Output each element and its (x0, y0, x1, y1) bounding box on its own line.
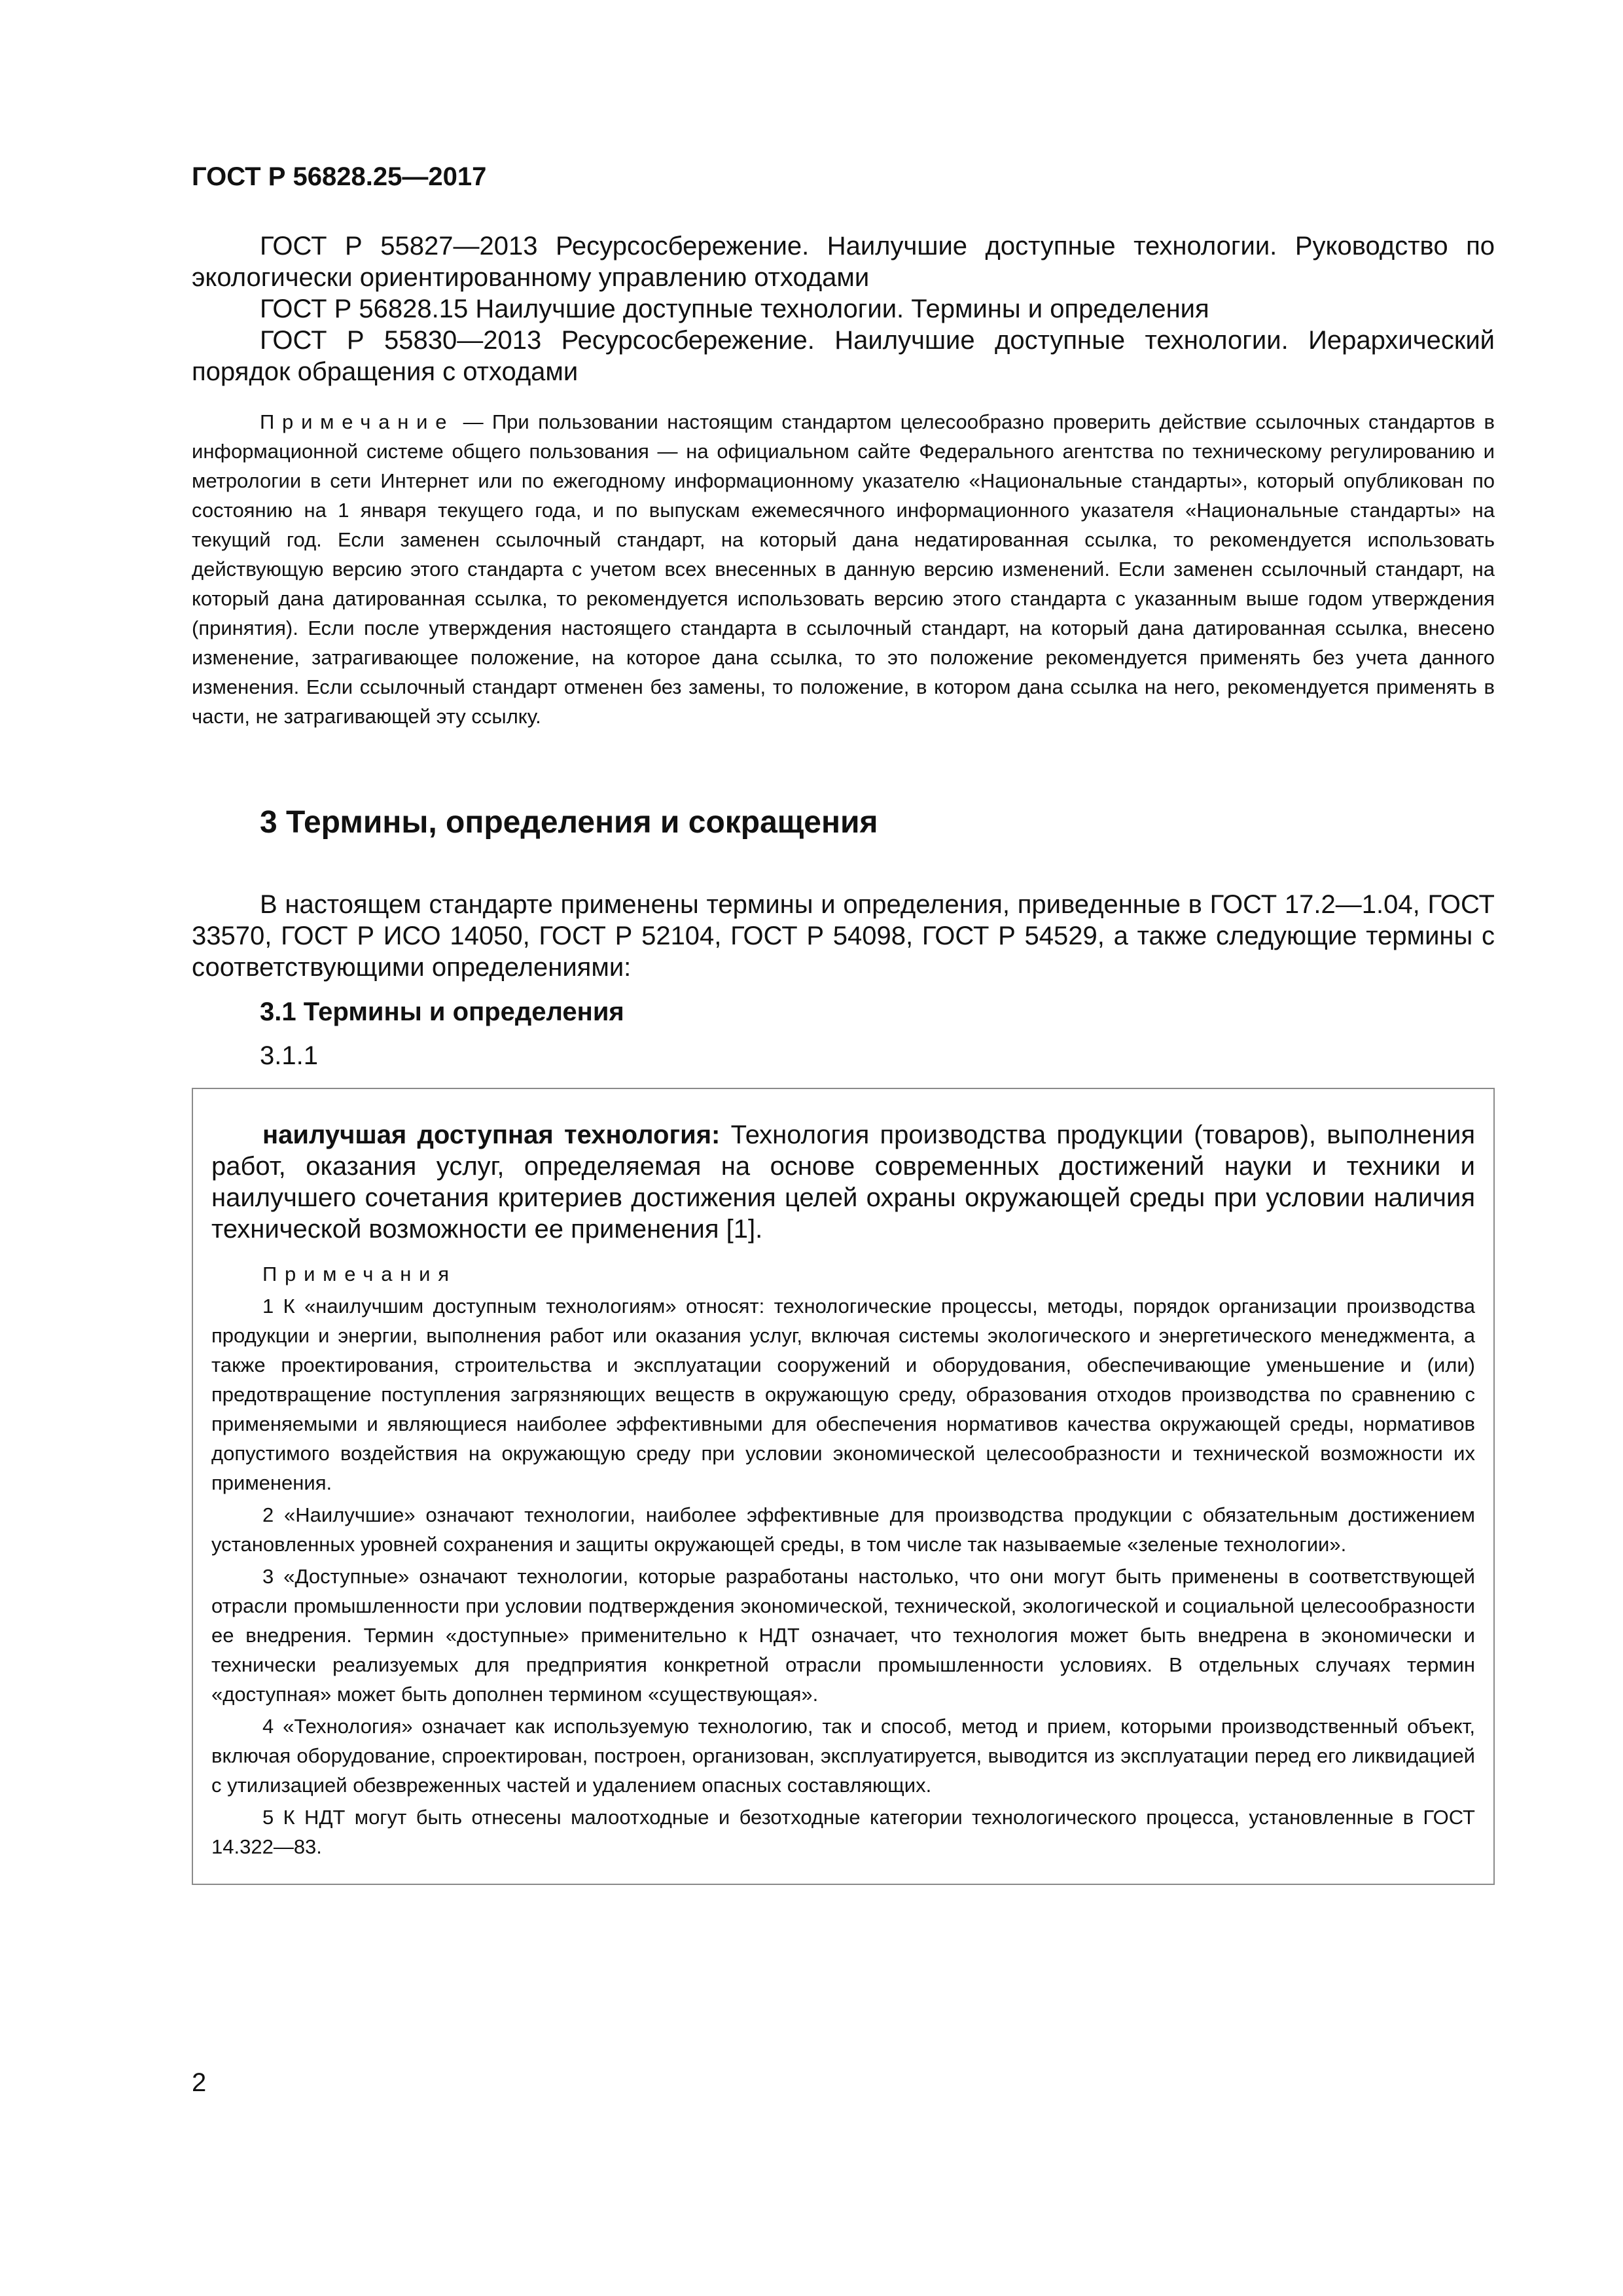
term-number: 3.1.1 (260, 1041, 318, 1070)
reference-list (192, 230, 1495, 387)
note-text: — При пользовании настоящим стандартом целесообразно проверить действие ссылочных стандартов в информационной системе общего пользования — на официальном сайте Федерального агентства по техническому регулированию и метрологии в сети Интернет или по ежегодному информационному указателю «Национальные стандарты», который опубликован по состоянию на 1 января текущего года, и по выпускам ежемесячного информационного указателя «Национальные стандарты» на текущий год. Если заменен ссылочный стандарт, на который дана недатированная ссылка, то рекомендуется использовать действующую версию этого стандарта с учетом всех внесенных в данную версию изменений. Если заменен ссылочный стандарт, на который дана датированная ссылка, то рекомендуется использовать версию этого стандарта с указанным выше годом утверждения (принятия). Если после утверждения настоящего стандарта в ссылочный стандарт, на который дана датированная ссылка, внесено изменение, затрагивающее положение, на которое дана ссылка, то это положение рекомендуется применять без учета данного изменения. Если ссылочный стандарт отменен без замены, то положение, в котором дана ссылка на него, рекомендуется применять в части, не затрагивающей эту ссылку. (192, 410, 1495, 728)
reference-item: ГОСТ Р 55827—2013 Ресурсосбережение. Наилучшие доступные технологии. Руководство по экологически ориентированному управлению отходами (192, 232, 1495, 292)
subsection-title: 3.1 Термины и определения (260, 997, 624, 1026)
term-note: 1 К «наилучшим доступным технологиям» относят: технологические процессы, методы, порядок организации производства продукции и энергии, выполнения работ или оказания услуг, включая системы экологического и энергетического менеджмента, а также проектирования, строительства и эксплуатации сооружений и оборудования, обеспечивающие уменьшение и (или) предотвращение поступления загрязняющих веществ в окружающую среду, образования отходов производства по сравнению с применяемыми и являющиеся наиболее эффективными для обеспечения нормативов качества окружающей среды, нормативов допустимого воздействия на окружающую среду при условии экономической целесообразности и технической возможности их применения. (211, 1295, 1475, 1494)
section-title: 3 Термины, определения и сокращения (260, 805, 878, 840)
document-header: ГОСТ Р 56828.25—2017 (192, 162, 487, 191)
term-note: 5 К НДТ могут быть отнесены малоотходные и безотходные категории технологического процесса, установленные в ГОСТ 14.322—83. (211, 1806, 1475, 1858)
term-definition-text: Технология производства продукции (товаров), выполнения работ, оказания услуг, определяемая на основе современных достижений науки и техники и наилучшего сочетания критериев достижения целей охраны окружающей среды при условии наличия технической возможности ее применения [1]. (211, 1121, 1475, 1244)
reference-item: ГОСТ Р 55830—2013 Ресурсосбережение. Наилучшие доступные технологии. Иерархический порядок обращения с отходами (192, 326, 1495, 386)
term-note: 4 «Технология» означает как используемую технологию, так и способ, метод и прием, которыми производственный объект, включая оборудование, спроектирован, построен, организован, эксплуатируется, выводится из эксплуатации перед его ликвидацией с утилизацией обезвреженных частей и удалением опасных составляющих. (211, 1715, 1475, 1797)
term-name: наилучшая доступная технология: (262, 1121, 721, 1149)
page-number: 2 (192, 2068, 207, 2097)
section-intro: В настоящем стандарте применены термины и определения, приведенные в ГОСТ 17.2—1.04, ГОСТ 33570, ГОСТ Р ИСО 14050, ГОСТ Р 52104, ГОСТ Р 54098, ГОСТ Р 54529, а также следующие термины с соответствующими определениями: (192, 890, 1495, 982)
term-note: 2 «Наилучшие» означают технологии, наиболее эффективные для производства продукции с обязательным достижением установленных уровней сохранения и защиты окружающей среды, в том числе так называемые «зеленые технологии». (211, 1503, 1475, 1556)
notes-heading: Примечания (262, 1263, 457, 1285)
reference-item: ГОСТ Р 56828.15 Наилучшие доступные технологии. Термины и определения (260, 295, 1209, 323)
references-note (192, 407, 1495, 731)
term-definition (211, 1119, 1475, 1245)
term-definition-box (192, 1088, 1495, 1885)
term-note: 3 «Доступные» означают технологии, которые разработаны настолько, что они могут быть применены в соответствующей отрасли промышленности при условии подтверждения экономической, технической, экологической и социальной целесообразности ее внедрения. Термин «доступные» применительно к НДТ означает, что технология может быть внедрена в экономически и технически реализуемых для предприятия конкретной отрасли промышленности условиях. В отдельных случаях термин «доступная» может быть дополнен термином «существующая». (211, 1565, 1475, 1706)
page-body (192, 230, 1495, 1885)
note-label: Примечание (260, 410, 455, 433)
